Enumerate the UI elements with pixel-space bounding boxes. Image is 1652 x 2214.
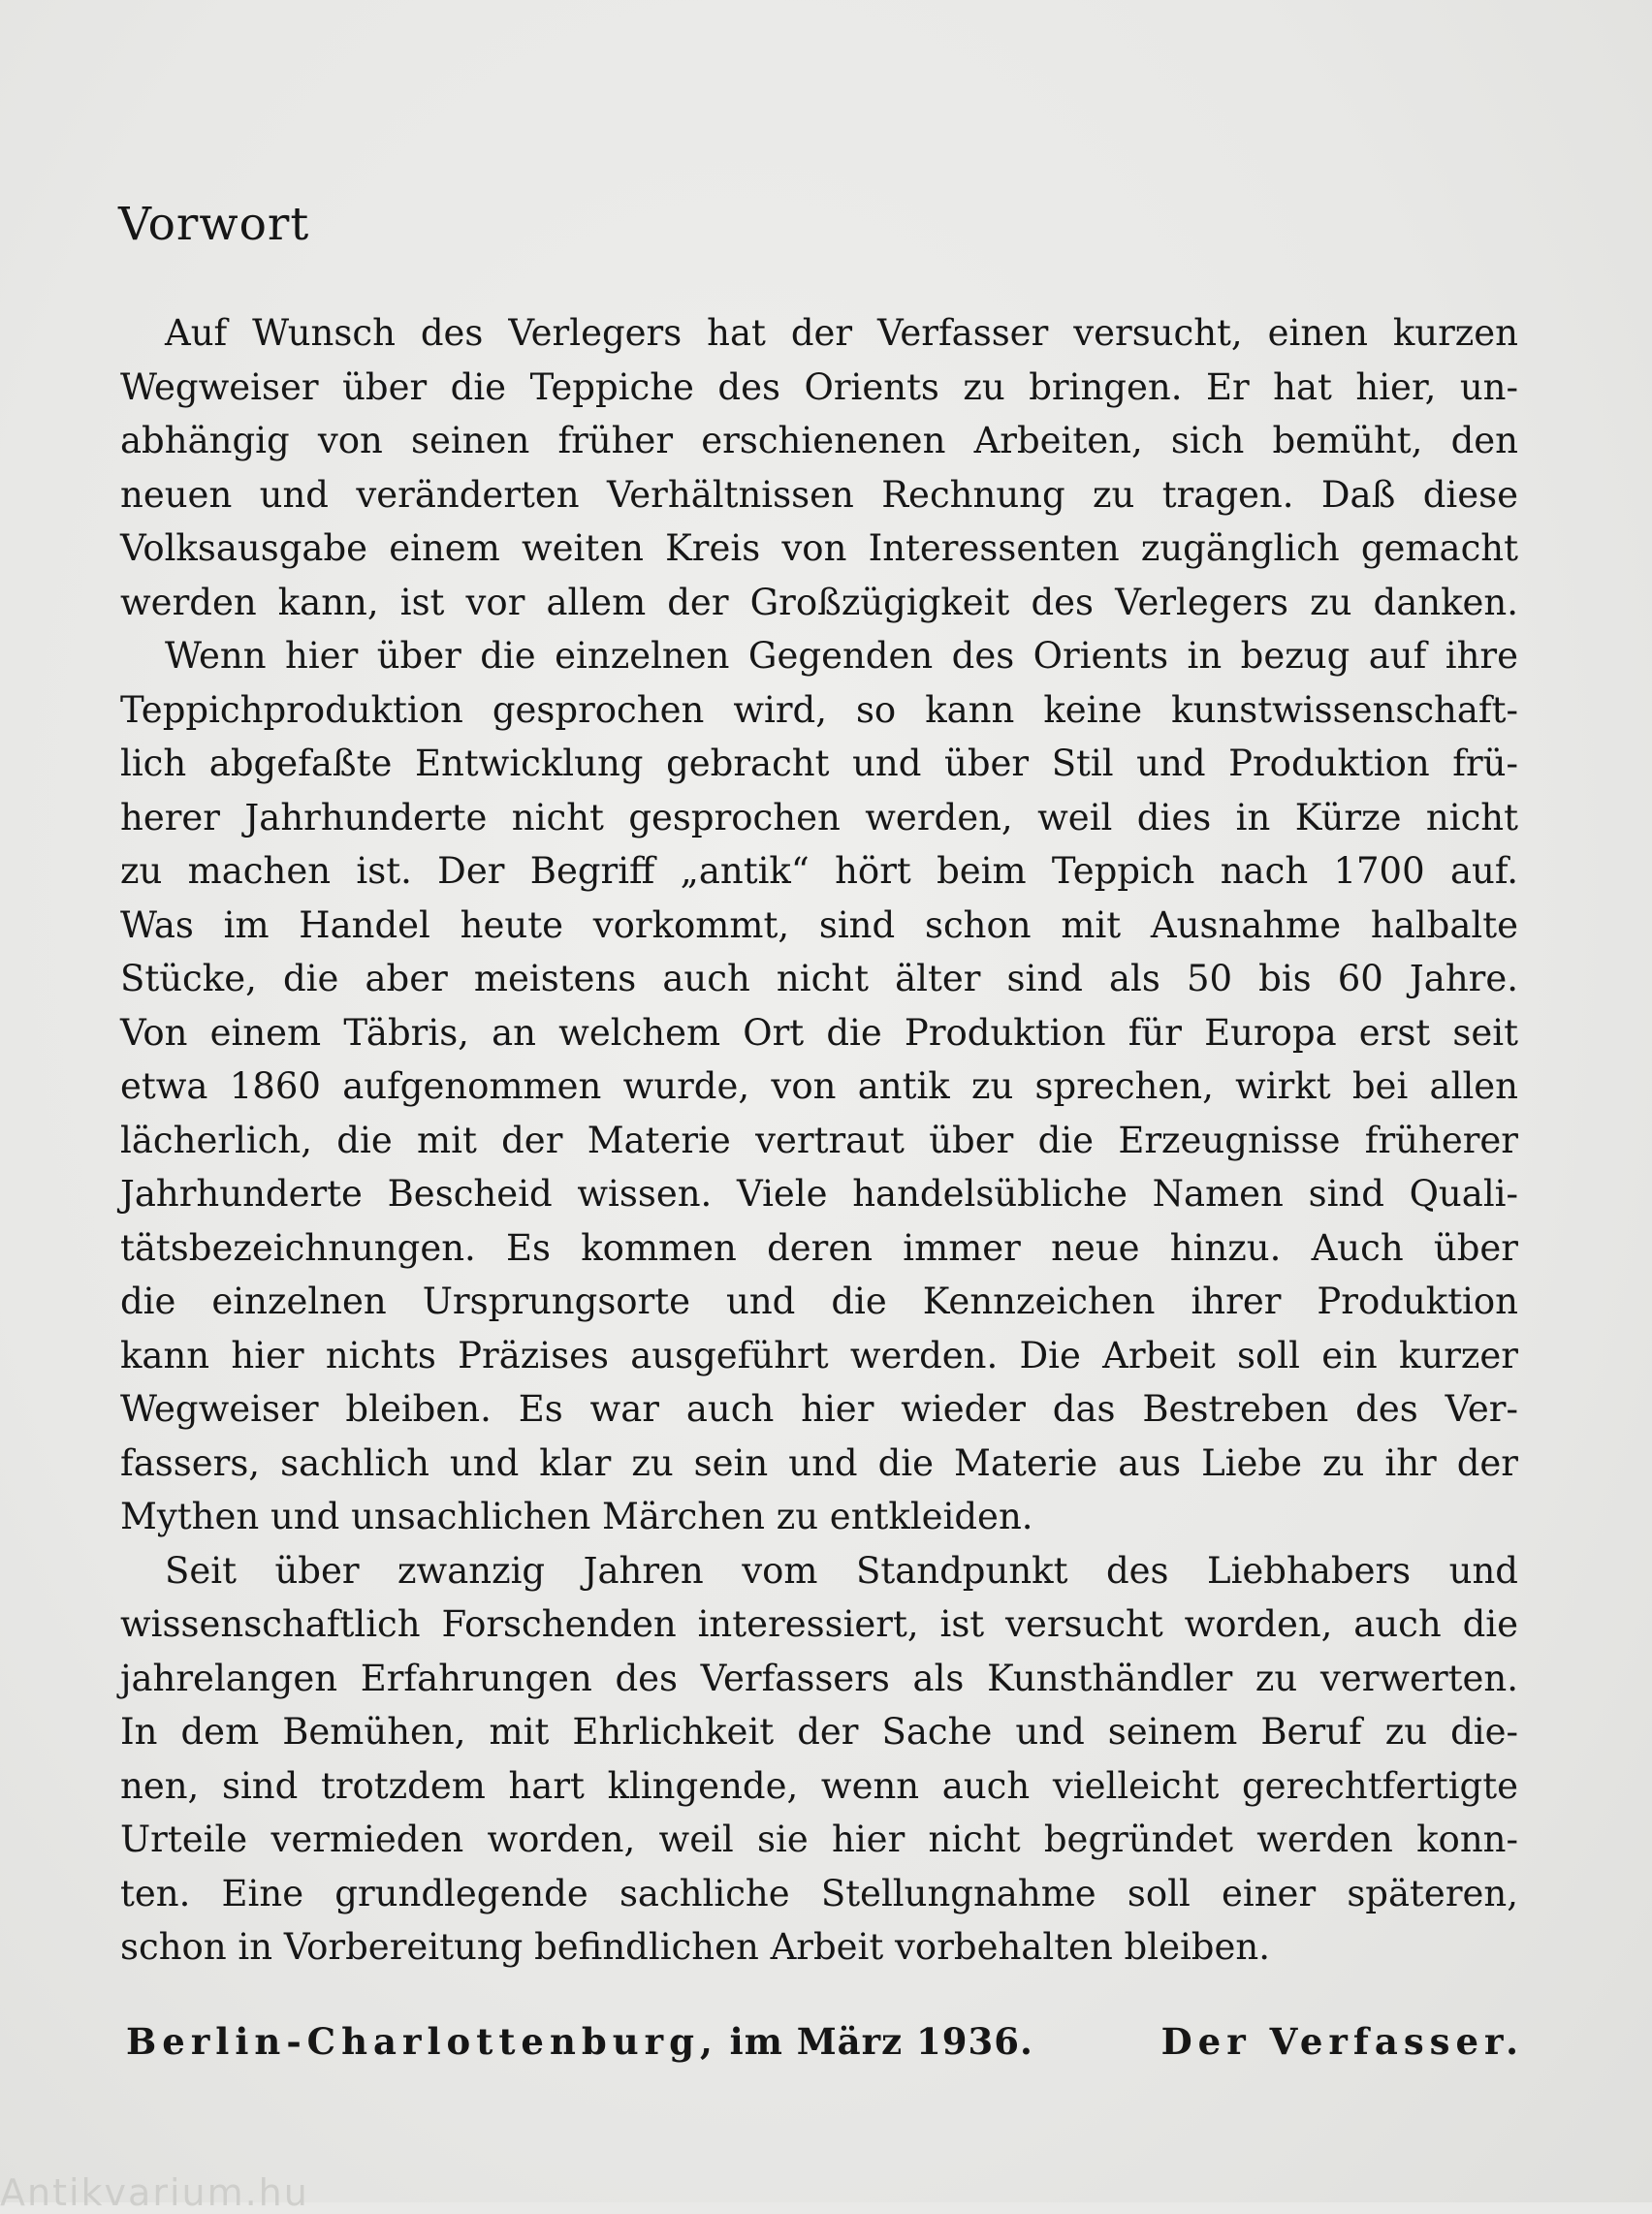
text-line: jahrelangen Erfahrungen des Verfassers als Kunsthändler zu verwerten. xyxy=(120,1657,1518,1699)
text-line: Wegweiser bleiben. Es war auch hier wieder das Bestreben des Ver- xyxy=(120,1388,1518,1430)
text-line: Wenn hier über die einzelnen Gegenden des Orients in bezug auf ihre xyxy=(165,635,1518,677)
text-line: fassers, sachlich und klar zu sein und die Materie aus Liebe zu ihr der xyxy=(120,1441,1518,1484)
text-line: tätsbezeichnungen. Es kommen deren immer neue hinzu. Auch über xyxy=(120,1226,1518,1269)
text-line: Auf Wunsch des Verlegers hat der Verfasser versucht, einen kurzen xyxy=(165,312,1518,354)
text-line: neuen und veränderten Verhältnissen Rechnung zu tragen. Daß diese xyxy=(120,473,1518,516)
text-line: Mythen und unsachlichen Märchen zu entkleiden. xyxy=(120,1496,1033,1537)
text-line: kann hier nichts Präzises ausgeführt werden. Die Arbeit soll ein kurzer xyxy=(120,1334,1518,1376)
text-line: lächerlich, die mit der Materie vertraut über die Erzeugnisse früherer xyxy=(120,1119,1518,1161)
text-line: zu machen ist. Der Begriff „antik“ hört beim Teppich nach 1700 auf. xyxy=(120,850,1518,892)
signature-line xyxy=(126,2020,1524,2063)
watermark: Antikvarium.hu xyxy=(0,2171,309,2214)
text-line: Jahrhunderte Bescheid wissen. Viele handelsübliche Namen sind Quali- xyxy=(120,1173,1518,1215)
text-line: Was im Handel heute vorkommt, sind schon mit Ausnahme halbalte xyxy=(120,903,1518,946)
text-line: nen, sind trotzdem hart klingende, wenn auch vielleicht gerechtfertigte xyxy=(120,1764,1518,1807)
signature-place: Berlin-Charlottenburg, xyxy=(126,2020,718,2063)
text-line: Volksausgabe einem weiten Kreis von Interessenten zugänglich gemacht xyxy=(120,527,1518,569)
signature-author: Der Verfasser. xyxy=(1160,2020,1524,2063)
text-line: wissenschaftlich Forschenden interessiert, ist versucht worden, auch die xyxy=(120,1603,1518,1645)
text-line: Urteile vermieden worden, weil sie hier nicht begründet werden konn- xyxy=(120,1819,1518,1860)
text-line: Von einem Täbris, an welchem Ort die Produktion für Europa erst seit xyxy=(120,1011,1518,1054)
signature-date: im März 1936. xyxy=(729,2020,1033,2063)
text-line: herer Jahrhunderte nicht gesprochen werden, weil dies in Kürze nicht xyxy=(120,796,1518,838)
text-line: Teppichproduktion gesprochen wird, so kann keine kunstwissenschaft- xyxy=(120,688,1518,731)
text-line: lich abgefaßte Entwicklung gebracht und über Stil und Produktion frü- xyxy=(120,743,1518,784)
foreword-body xyxy=(120,306,1518,1975)
text-line: abhängig von seinen früher erschienenen Arbeiten, sich bemüht, den xyxy=(120,420,1518,461)
signature-place-date xyxy=(126,2020,1033,2063)
text-line: Stücke, die aber meistens auch nicht älter sind als 50 bis 60 Jahre. xyxy=(120,958,1518,999)
text-line: Wegweiser über die Teppiche des Orients zu bringen. Er hat hier, un- xyxy=(120,365,1518,408)
text-line: werden kann, ist vor allem der Großzügigkeit des Verlegers zu danken. xyxy=(120,581,1518,623)
text-line: Seit über zwanzig Jahren vom Standpunkt des Liebhabers und xyxy=(165,1549,1518,1592)
text-line: die einzelnen Ursprungsorte und die Kennzeichen ihrer Produktion xyxy=(120,1281,1518,1322)
text-line: schon in Vorbereitung befindlichen Arbeit vorbehalten bleiben. xyxy=(120,1926,1270,1968)
text-line: ten. Eine grundlegende sachliche Stellungnahme soll einer späteren, xyxy=(120,1872,1518,1914)
text-line: In dem Bemühen, mit Ehrlichkeit der Sache und seinem Beruf zu die- xyxy=(120,1711,1518,1753)
page-title: Vorwort xyxy=(118,198,310,251)
text-line: etwa 1860 aufgenommen wurde, von antik zu sprechen, wirkt bei allen xyxy=(120,1065,1518,1107)
